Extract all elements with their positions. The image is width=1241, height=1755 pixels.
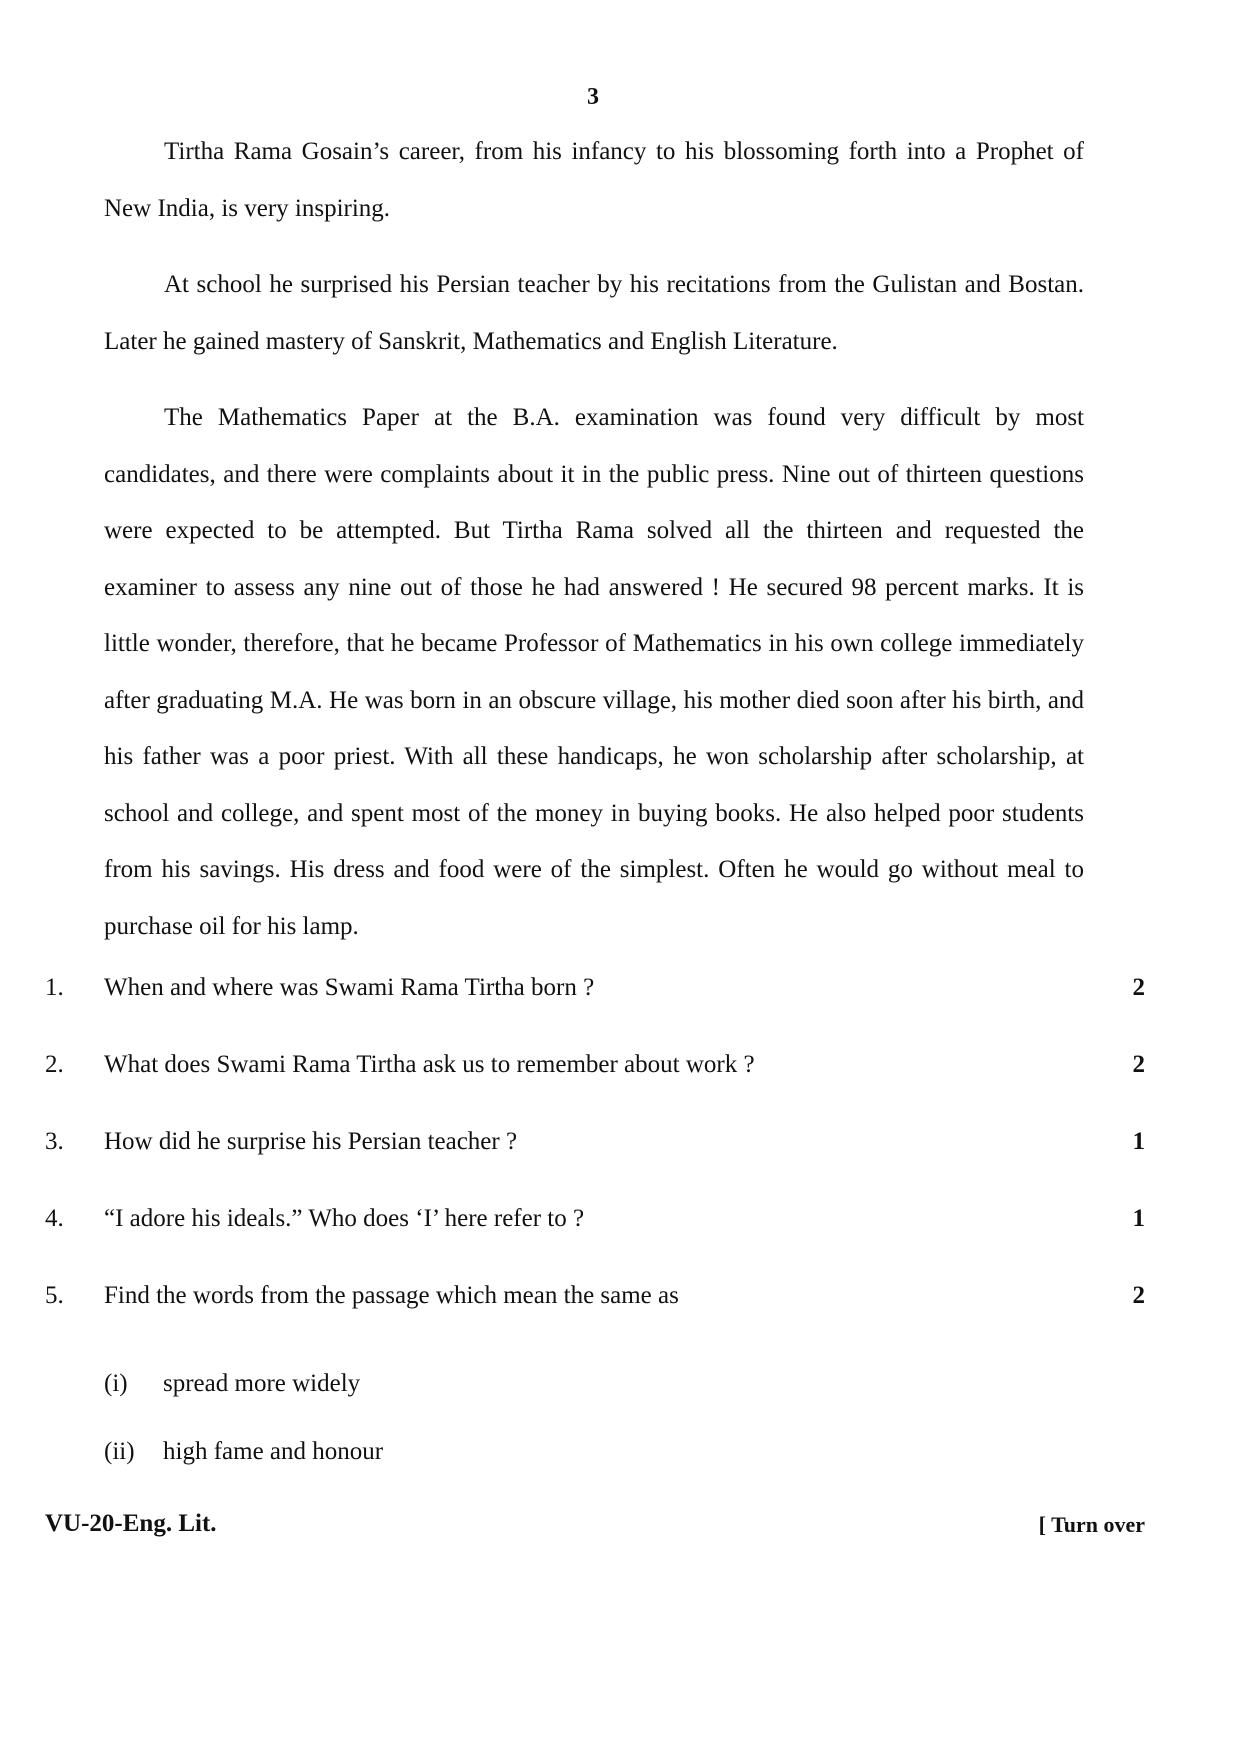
question-marks: 2 <box>1132 1051 1145 1078</box>
question-item <box>45 1282 1145 1359</box>
passage-paragraph: Tirtha Rama Gosain’s career, from his infancy to his blossoming forth into a Prophet of New India, is very inspiring. <box>104 138 1084 222</box>
question-text: “I adore his ideals.” Who does ‘I’ here refer to ? <box>104 1205 585 1232</box>
paper-code: VU-20-Eng. Lit. <box>45 1510 217 1537</box>
question-item <box>45 974 1145 1051</box>
question-text: Find the words from the passage which mean the same as <box>104 1282 679 1309</box>
sub-item-label: (ii) <box>104 1438 135 1465</box>
question-marks: 2 <box>1132 974 1145 1001</box>
question-marks: 2 <box>1132 1282 1145 1309</box>
question-number: 1. <box>45 974 64 1001</box>
question-marks: 1 <box>1132 1205 1145 1232</box>
passage-paragraph: At school he surprised his Persian teacher by his recitations from the Gulistan and Bostan. Later he gained mastery of Sanskrit, Mathematics and English Literature. <box>104 271 1084 355</box>
question-number: 5. <box>45 1282 64 1309</box>
sub-item-text: high fame and honour <box>163 1438 384 1465</box>
question-number: 3. <box>45 1128 64 1155</box>
question-text: What does Swami Rama Tirtha ask us to remember about work ? <box>104 1051 755 1078</box>
sub-item-text: spread more widely <box>163 1370 361 1397</box>
sub-item-label: (i) <box>104 1370 128 1397</box>
turn-over-note: [ Turn over <box>1038 1512 1145 1537</box>
reading-passage <box>104 124 1084 975</box>
question-item <box>45 1128 1145 1205</box>
question-number: 2. <box>45 1051 64 1078</box>
question-item <box>45 1205 1145 1282</box>
page-number: 3 <box>587 84 599 110</box>
question-item <box>45 1051 1145 1128</box>
question-list <box>45 974 1145 1359</box>
question-text: When and where was Swami Rama Tirtha born ? <box>104 974 595 1001</box>
question-marks: 1 <box>1132 1128 1145 1155</box>
passage-paragraph: The Mathematics Paper at the B.A. examination was found very difficult by most candidates, and there were complaints about it in the public press. Nine out of thirteen questions were expected to be attempted. But Tirtha Rama solved all the thirteen and requested the examiner to assess any nine out of those he had answered ! He secured 98 percent marks. It is little wonder, therefore, that he became Professor of Mathematics in his own college immediately after graduating M.A. He was born in an obscure village, his mother died soon after his birth, and his father was a poor priest. With all these handicaps, he won scholarship after scholarship, at school and college, and spent most of the money in buying books. He also helped poor students from his savings. His dress and food were of the simplest. Often he would go without meal to purchase oil for his lamp. <box>104 404 1084 940</box>
question-number: 4. <box>45 1205 64 1232</box>
question-text: How did he surprise his Persian teacher ? <box>104 1128 518 1155</box>
